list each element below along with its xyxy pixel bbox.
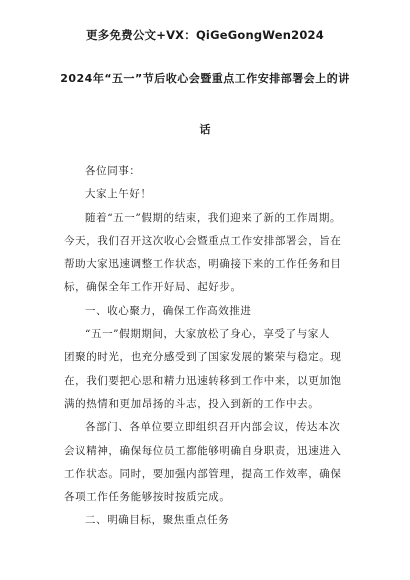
paragraph-line: 在，我们要把心思和精力迅速转移到工作中来，以更加饱 (64, 374, 342, 387)
salutation: 各位同事： (85, 165, 141, 177)
paragraph-line: 工作状态。同时，要加强内部管理，提高工作效率，确保 (64, 467, 342, 480)
paragraph-line: 各部门、各单位要立即组织召开内部会议，传达本次 (85, 421, 341, 434)
paragraph-line: 会议精神，确保每位员工都能够明确自身职责，迅速进入 (64, 444, 342, 457)
paragraph-line: 满的热情和更加昂扬的斗志，投入到新的工作中去。 (64, 397, 320, 410)
paragraph-line: 团聚的时光，也充分感受到了国家发展的繁荣与稳定。现 (64, 351, 342, 364)
paragraph-line: “五一”假期期间，大家放松了身心，享受了与家人 (85, 328, 331, 341)
promo-header: 更多免费公文+VX：QiGeGongWen2024 (86, 28, 324, 42)
paragraph-line: 今天，我们召开这次收心会暨重点工作安排部署会，旨在 (64, 234, 342, 247)
paragraph-line: 各项工作任务能够按时按质完成。 (64, 491, 231, 504)
document-title-line-2: 话 (199, 123, 211, 136)
paragraph-line: 随着“五一”假期的结束，我们迎来了新的工作周期。 (85, 211, 342, 224)
greeting: 大家上午好！ (85, 188, 152, 201)
document-title-line-1: 2024年“五一”节后收心会暨重点工作安排部署会上的讲 (60, 72, 350, 85)
document-body (64, 160, 348, 533)
section-heading-2: 二、明确目标，聚焦重点任务 (85, 514, 230, 527)
paragraph-line: 标，确保全年工作开好局、起好步。 (64, 281, 242, 294)
paragraph-line: 帮助大家迅速调整工作状态，明确接下来的工作任务和目 (64, 258, 342, 271)
section-heading-1: 一、收心聚力，确保工作高效推进 (85, 304, 252, 317)
